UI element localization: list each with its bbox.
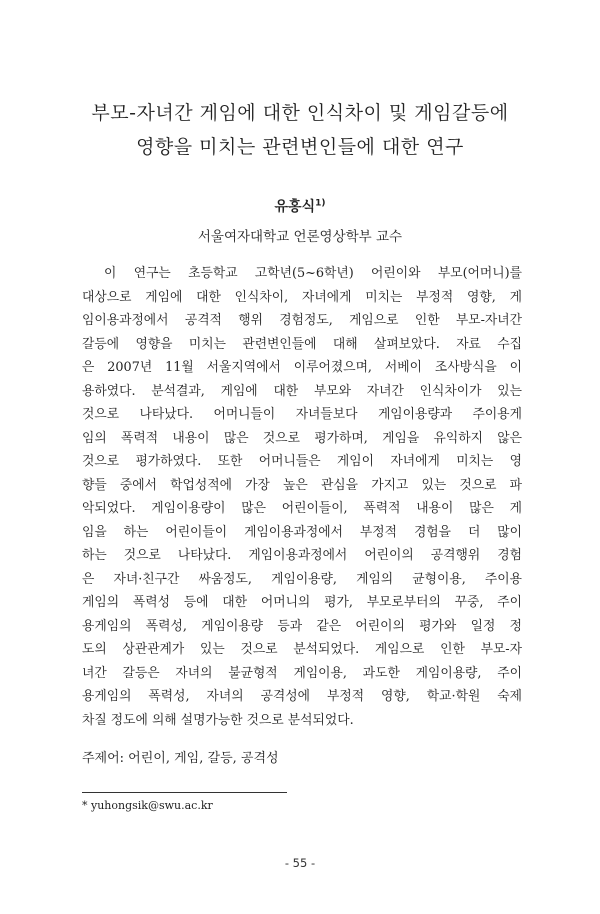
abstract-line: 것으로 나타났다. 어머니들이 자녀들보다 게임이용량과 주이용게 xyxy=(82,407,522,422)
title-line-1: 부모-자녀간 게임에 대한 인식차이 및 게임갈등에 xyxy=(91,102,509,124)
author-affiliation: 서울여자대학교 언론영상학부 교수 xyxy=(197,229,403,245)
author xyxy=(0,196,600,216)
abstract-line: 하는 것으로 나타났다. 게임이용과정에서 어린이의 공격행위 경험 xyxy=(82,548,522,563)
keywords: 주제어: 어린이, 게임, 갈등, 공격성 xyxy=(82,751,279,766)
abstract-line: 갈등에 영향을 미치는 관련변인들에 대해 살펴보았다. 자료 수집 xyxy=(82,336,522,352)
abstract-line: 용게임의 폭력성, 자녀의 공격성에 부정적 영향, 학교·학원 숙제 xyxy=(82,689,522,704)
abstract-line: 것으로 평가하였다. 또한 어머니들은 게임이 자녀에게 미치는 영 xyxy=(82,454,522,469)
abstract-line: 임의 폭력적 내용이 많은 것으로 평가하며, 게임을 유익하지 않은 xyxy=(82,430,522,446)
abstract-line: 은 자녀·친구간 싸움정도, 게임이용량, 게임의 균형이용, 주이용 xyxy=(82,571,522,587)
abstract-line: 용게임의 폭력성, 게임이용량 등과 같은 어린이의 평가와 일정 정 xyxy=(82,618,522,634)
author-footnote-mark: 1) xyxy=(315,198,326,209)
abstract-line: 임이용과정에서 공격적 행위 경험정도, 게임으로 인한 부모-자녀간 xyxy=(82,313,522,328)
abstract-line: 은 2007년 11월 서울지역에서 이루어졌으며, 서베이 조사방식을 이 xyxy=(82,360,522,375)
abstract-line: 용하였다. 분석결과, 게임에 대한 부모와 자녀간 인식차이가 있는 xyxy=(82,383,522,399)
abstract-line: 차질 정도에 의해 설명가능한 것으로 분석되었다. xyxy=(82,712,354,728)
footnote-email: * yuhongsik@swu.ac.kr xyxy=(82,799,213,812)
abstract-line: 도의 상관관계가 있는 것으로 분석되었다. 게임으로 인한 부모-자 xyxy=(82,642,522,657)
abstract-line: 이 연구는 초등학교 고학년(5~6학년) 어린이와 부모(어머니)를 xyxy=(104,266,522,281)
author-name: 유홍식 xyxy=(274,199,316,215)
abstract-line: 게임의 폭력성 등에 대한 어머니의 평가, 부모로부터의 꾸중, 주이 xyxy=(82,595,522,610)
abstract-line: 녀간 갈등은 자녀의 불균형적 게임이용, 과도한 게임이용량, 주이 xyxy=(82,665,522,681)
abstract-line: 임을 하는 어린이들이 게임이용과정에서 부정적 경험을 더 많이 xyxy=(82,524,522,540)
abstract xyxy=(82,262,522,732)
abstract-line: 대상으로 게임에 대한 인식차이, 자녀에게 미치는 부정적 영향, 게 xyxy=(82,289,522,305)
abstract-line: 향들 중에서 학업성적에 가장 높은 관심을 가지고 있는 것으로 파 xyxy=(82,477,522,493)
footnote-divider xyxy=(82,792,287,793)
page-number: - 55 - xyxy=(284,856,316,870)
title-line-2: 영향을 미치는 관련변인들에 대한 연구 xyxy=(136,136,464,158)
abstract-line: 악되었다. 게임이용량이 많은 어린이들이, 폭력적 내용이 많은 게 xyxy=(82,501,522,516)
paper-title xyxy=(40,96,560,164)
